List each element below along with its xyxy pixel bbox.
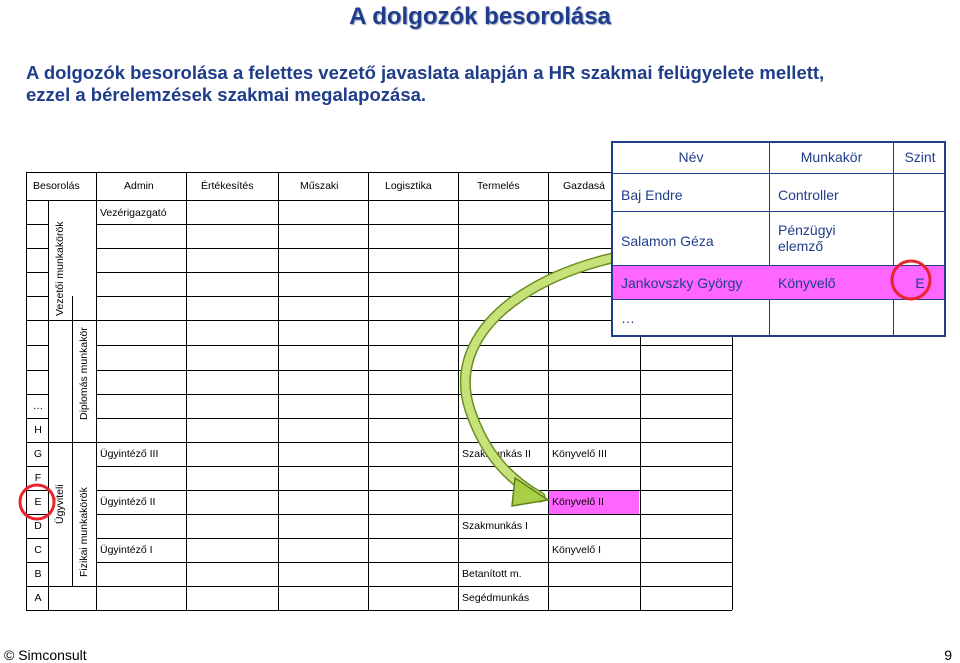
cell-ugyintezo-3: Ügyintéző III [100, 448, 159, 460]
overlay-row-munkakor: Könyvelő [778, 275, 836, 291]
header-admin: Admin [124, 180, 154, 192]
row-letter-ellipsis: … [32, 400, 44, 412]
header-muszaki: Műszaki [300, 180, 339, 192]
szint-e-circle-layer [886, 255, 936, 305]
cell-konyvelo-1: Könyvelő I [552, 544, 602, 556]
cell-vezerigazgato: Vezérigazgató [100, 207, 167, 219]
row-letter-d: D [34, 520, 42, 532]
header-besorolas: Besorolás [33, 180, 80, 192]
overlay-row-munkakor: Controller [778, 187, 839, 203]
row-letter-g: G [33, 448, 43, 460]
footer-page-number: 9 [944, 647, 952, 663]
employee-overlay-table [611, 141, 946, 337]
group-diplomas-label: Diplomás munkakör [78, 327, 90, 420]
header-termeles: Termelés [477, 180, 520, 192]
overlay-row-szint: E [915, 275, 925, 291]
cell-ugyintezo-2: Ügyintéző II [100, 496, 156, 508]
header-ertekesites: Értékesítés [201, 180, 254, 192]
overlay-row-munkakor: Pénzügyi elemző [778, 222, 836, 254]
overlay-header-munkakor: Munkakör [800, 149, 863, 165]
szint-e-circle [892, 261, 930, 299]
overlay-row-nev: Baj Endre [621, 187, 683, 203]
cell-segedmunkas: Segédmunkás [462, 592, 530, 604]
subtitle-line-1: A dolgozók besorolása a felettes vezető javaslata alapján a HR szakmai felügyelete mellett, [26, 62, 825, 83]
overlay-header-szint: Szint [904, 149, 936, 165]
overlay-row [613, 173, 944, 211]
overlay-row-nev: Salamon Géza [621, 233, 714, 249]
row-letter-f: F [34, 472, 42, 484]
group-fizikai-label: Fizikai munkakörök [78, 487, 90, 577]
page-title: A dolgozók besorolása [349, 3, 611, 30]
cell-szakmunkas-2: Szakmunkás II [462, 448, 531, 460]
footer-copyright: © Simconsult [4, 647, 87, 663]
overlay-row-nev: Jankovszky György [621, 275, 743, 291]
cell-konyvelo-2-highlight: Könyvelő II [549, 491, 639, 514]
row-letter-c: C [34, 544, 42, 556]
group-ugyviteli-label: Ügyviteli [54, 484, 66, 524]
row-letter-a: A [34, 592, 42, 604]
row-e-circle [20, 485, 54, 519]
cell-betanitott: Betanított m. [462, 568, 522, 580]
subtitle-line-2: ezzel a bérelemzések szakmai megalapozása. [26, 84, 427, 105]
group-vezetoi-label: Vezetői munkakörök [54, 221, 66, 316]
overlay-row-nev: … [621, 310, 635, 326]
cell-szakmunkas-1: Szakmunkás I [462, 520, 528, 532]
header-gazdasag: Gazdasá [563, 180, 606, 192]
cell-ugyintezo-1: Ügyintéző I [100, 544, 153, 556]
row-letter-b: B [34, 568, 42, 580]
row-letter-e: E [34, 496, 42, 508]
row-letter-h: H [34, 424, 42, 436]
cell-konyvelo-3: Könyvelő III [552, 448, 607, 460]
overlay-header-nev: Név [678, 149, 704, 165]
header-logisztika: Logisztika [385, 180, 432, 192]
